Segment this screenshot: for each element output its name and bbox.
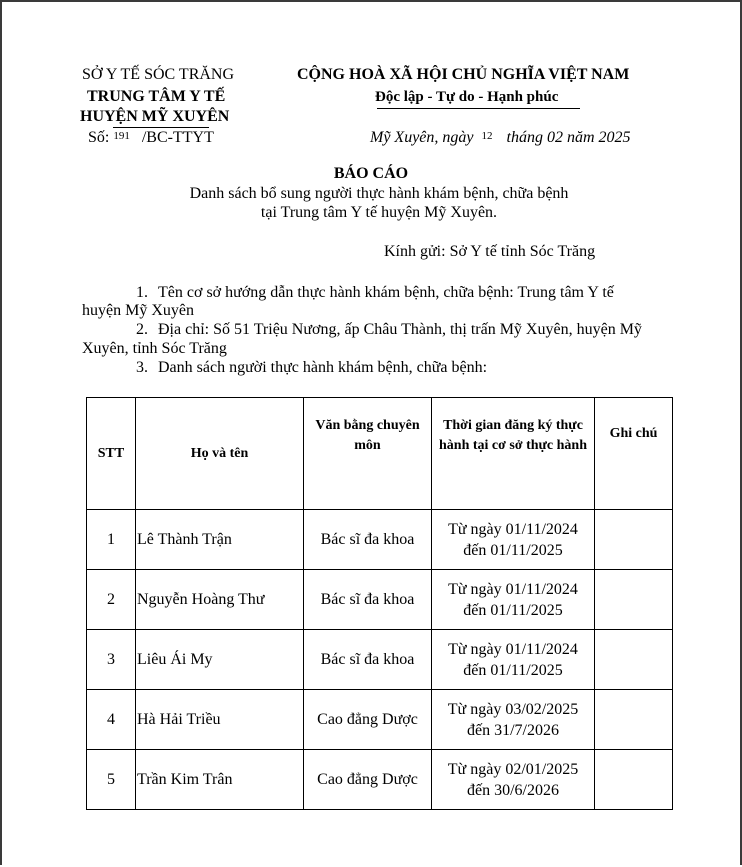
cell-name: Nguyễn Hoàng Thư	[136, 570, 304, 630]
cell-name: Liêu Ái My	[136, 630, 304, 690]
date-prefix: Mỹ Xuyên, ngày	[370, 129, 474, 146]
item-text: Danh sách người thực hành khám bệnh, chữa bệnh:	[158, 359, 488, 376]
cell-name: Trần Kim Trân	[136, 750, 304, 810]
item-number: 2.	[136, 321, 148, 338]
header-note: Ghi chú	[595, 398, 673, 510]
item-text: Địa chỉ: Số 51 Triệu Nương, ấp Châu Thành, thị trấn Mỹ Xuyên, huyện Mỹ	[158, 321, 642, 338]
agency-name-line1: TRUNG TÂM Y TẾ	[87, 88, 226, 105]
item-text: Tên cơ sở hướng dẫn thực hành khám bệnh, chữa bệnh: Trung tâm Y tế	[158, 284, 614, 301]
header-stt: STT	[87, 398, 136, 510]
document-date	[370, 129, 631, 147]
table-header-row	[87, 398, 673, 510]
cell-name: Hà Hải Triều	[136, 690, 304, 750]
item-number: 1.	[136, 284, 148, 301]
table-row	[87, 690, 673, 750]
cell-stt: 3	[87, 630, 136, 690]
cell-degree: Bác sĩ đa khoa	[304, 510, 432, 570]
practitioner-table	[86, 397, 673, 810]
cell-note	[595, 630, 673, 690]
report-subtitle-line1: Danh sách bổ sung người thực hành khám bệnh, chữa bệnh	[189, 185, 569, 202]
report-subtitle-line2: tại Trung tâm Y tế huyện Mỹ Xuyên.	[260, 204, 498, 221]
date-suffix: tháng 02 năm 2025	[506, 129, 631, 146]
agency-underline	[113, 127, 209, 128]
header-practice-time: Thời gian đăng ký thực hành tại cơ sở thực hành	[432, 398, 595, 510]
national-title: CỘNG HOÀ XÃ HỘI CHỦ NGHĨA VIỆT NAM	[297, 66, 630, 83]
date-day: 12	[481, 130, 493, 142]
motto-underline	[377, 108, 580, 109]
cell-note	[595, 690, 673, 750]
cell-degree: Bác sĩ đa khoa	[304, 630, 432, 690]
item-number: 3.	[136, 359, 148, 376]
cell-name: Lê Thành Trận	[136, 510, 304, 570]
national-motto: Độc lập - Tự do - Hạnh phúc	[375, 89, 559, 105]
cell-practice-time: Từ ngày 01/11/2024 đến 01/11/2025	[432, 510, 595, 570]
document-number	[88, 129, 214, 147]
list-item-2	[136, 321, 642, 339]
cell-degree: Bác sĩ đa khoa	[304, 570, 432, 630]
cell-practice-time: Từ ngày 01/11/2024 đến 01/11/2025	[432, 630, 595, 690]
header-degree: Văn bằng chuyên môn	[304, 398, 432, 510]
list-item-1	[136, 284, 614, 302]
cell-degree: Cao đẳng Dược	[304, 690, 432, 750]
doc-no-value: 191	[113, 130, 130, 142]
cell-note	[595, 750, 673, 810]
cell-practice-time: Từ ngày 03/02/2025 đến 31/7/2026	[432, 690, 595, 750]
doc-no-suffix: /BC-TTYT	[141, 129, 214, 146]
table-row	[87, 750, 673, 810]
report-title: BÁO CÁO	[333, 165, 409, 182]
recipient: Kính gửi: Sở Y tế tỉnh Sóc Trăng	[384, 243, 596, 260]
cell-practice-time: Từ ngày 01/11/2024 đến 01/11/2025	[432, 570, 595, 630]
cell-stt: 5	[87, 750, 136, 810]
list-item-2-cont: Xuyên, tỉnh Sóc Trăng	[82, 340, 227, 357]
cell-stt: 2	[87, 570, 136, 630]
table-row	[87, 510, 673, 570]
cell-note	[595, 570, 673, 630]
header-name: Họ và tên	[136, 398, 304, 510]
list-item-3	[136, 359, 487, 377]
cell-degree: Cao đẳng Dược	[304, 750, 432, 810]
table-row	[87, 630, 673, 690]
doc-no-prefix: Số:	[88, 129, 110, 146]
cell-note	[595, 510, 673, 570]
cell-stt: 4	[87, 690, 136, 750]
cell-practice-time: Từ ngày 02/01/2025 đến 30/6/2026	[432, 750, 595, 810]
agency-name-line2: HUYỆN MỸ XUYÊN	[80, 108, 230, 125]
agency-parent: SỞ Y TẾ SÓC TRĂNG	[82, 66, 235, 83]
list-item-1-cont: huyện Mỹ Xuyên	[82, 302, 194, 319]
cell-stt: 1	[87, 510, 136, 570]
table-row	[87, 570, 673, 630]
